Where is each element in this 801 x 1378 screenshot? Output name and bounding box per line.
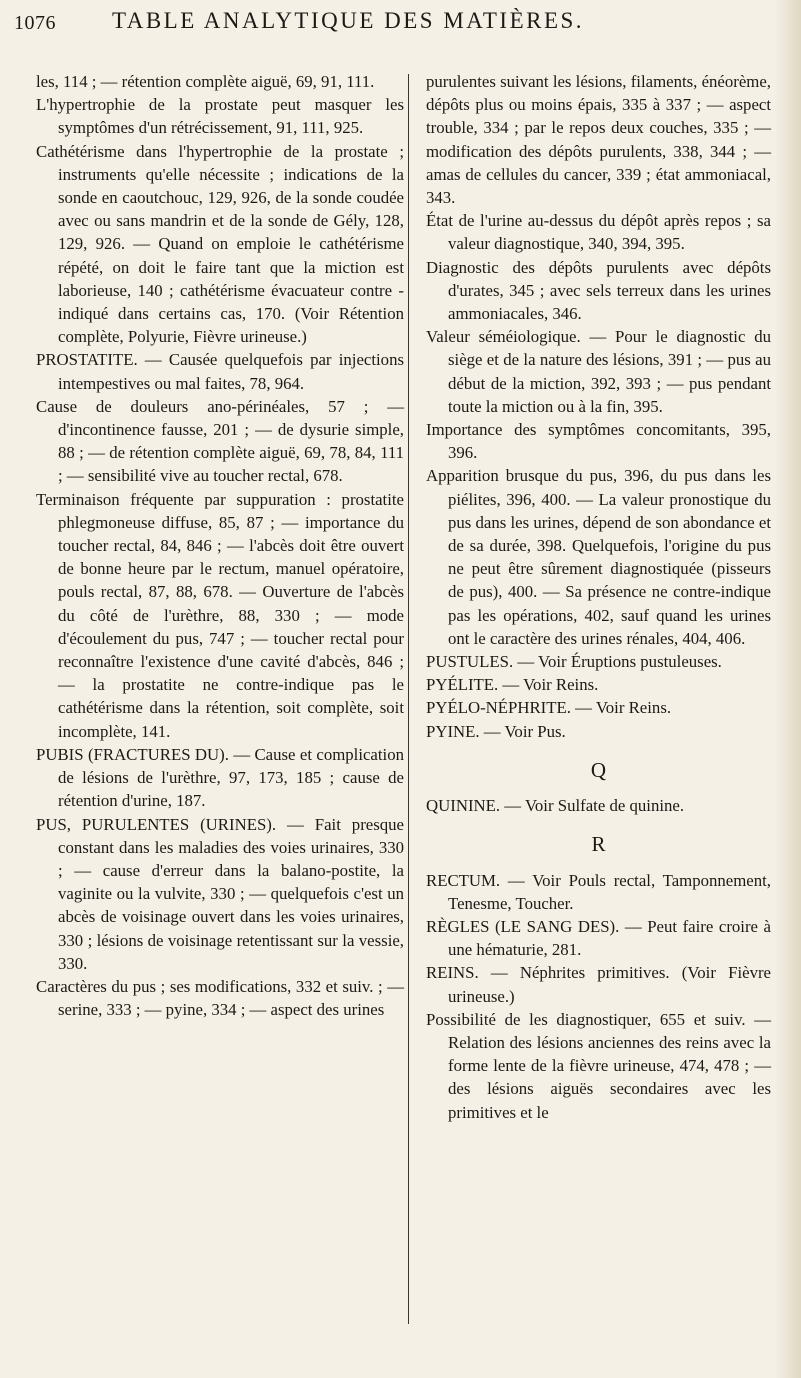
index-entry-reins: REINS. — Néphrites primitives. (Voir Fièvre urineuse.): [426, 963, 771, 1006]
entry-text: les, 114 ; — rétention complète aiguë, 69, 91, 111.: [36, 72, 375, 91]
index-entry-pyine: PYINE. — Voir Pus.: [426, 721, 566, 741]
entry-text: Terminaison fréquente par suppuration : prostatite phlegmoneuse diffuse, 85, 87 ; — importance du toucher rectal, 84, 846 ; — l'abcès doit être ouvert de bonne heure par le rectum, manuel opératoire, pouls rectal, 87, 88, 678. — Ouverture de l'abcès du côté de l'urèthre, 88, 330 ; — mode d'écoulement du pus, 747 ; — toucher rectal pour reconnaître l'existence d'une cavité d'abcès, 846 ; — la prostatite ne contre-indique pas le cathétérisme dans la rétention, soit complète, soit incomplète, 141.: [36, 489, 404, 741]
entry-text: Diagnostic des dépôts purulents avec dépôts d'urates, 345 ; avec sels terreux dans les urines ammoniacales, 346.: [426, 257, 771, 324]
index-entry-quinine: QUININE. — Voir Sulfate de quinine.: [426, 796, 685, 816]
index-entry-pus: PUS, PURULENTES (URINES). — Fait presque constant dans les maladies des voies urinaires, 330 ; — cause d'erreur dans la balano-postite, la vaginite ou la vulvite, 330 ; — quelquefois c'est un abcès de voisinage ouvert dans les voies urinaires, 330 ; lésions de voisinage retentissant sur la vessie, 330.: [36, 814, 404, 973]
entry-text: Apparition brusque du pus, 396, du pus dans les piélites, 396, 400. — La valeur pronostique du pus dans les urines, dépend de son abondance et de sa durée, 398. Quelquefois, l'origine du pus ne peut être sûrement diagnostiquée (pisseurs de pus), 400. — Sa présence ne contre-indique pas les opérations, 402, sauf quand les urines ont le caractère des urines rénales, 404, 406.: [426, 466, 771, 648]
entry-text: Cathétérisme dans l'hypertrophie de la prostate ; instruments qu'elle nécessite ; indications de la sonde en caoutchouc, 129, 926, de la sonde coudée avec ou sans mandrin et de la sonde de Gély, 128, 129, 926. — Quand on emploie le cathétérisme répété, on doit le faire tant que la miction est laborieuse, 140 ; cathétérisme évacuateur contre - indiqué dans certains cas, 170. (Voir Rétention complète, Polyurie, Fièvre urineuse.): [36, 141, 404, 347]
section-letter-q: Q: [590, 757, 607, 782]
index-entry-prostatite: PROSTATITE. — Causée quelquefois par injections intempestives ou mal faites, 78, 964.: [36, 350, 404, 393]
column-divider: [408, 74, 409, 1324]
entry-text: Caractères du pus ; ses modifications, 332 et suiv. ; — serine, 333 ; — pyine, 334 ; — aspect des urines: [36, 976, 404, 1020]
index-entry-pyelite: PYÉLITE. — Voir Reins.: [426, 675, 599, 695]
entry-text: purulentes suivant les lésions, filaments, énéorème, dépôts plus ou moins épais, 335 à 337 ; — aspect trouble, 334 ; par le repos deux couches, 335 ; — modification des dépôts purulents, 338, 344 ; — amas de cellules du cancer, 339 ; état ammoniacal, 343.: [426, 72, 771, 208]
index-entry-pubis: PUBIS (FRACTURES DU). — Cause et complication de lésions de l'urèthre, 97, 173, 185 ; cause de rétention d'urine, 187.: [36, 744, 404, 811]
entry-text: Possibilité de les diagnostiquer, 655 et suiv. — Relation des lésions anciennes des reins avec la forme lente de la fièvre urineuse, 474, 478 ; — des lésions aiguës secondaires avec les primitives et le: [426, 1009, 771, 1122]
entry-text: L'hypertrophie de la prostate peut masquer les symptômes d'un rétrécissement, 91, 111, 925.: [36, 95, 404, 138]
right-column: [426, 70, 771, 1124]
index-entry-rectum: RECTUM. — Voir Pouls rectal, Tamponnement, Tenesme, Toucher.: [426, 870, 771, 913]
section-letter-r: R: [591, 832, 606, 857]
entry-text: Cause de douleurs ano-périnéales, 57 ; — d'incontinence fausse, 201 ; — de dysurie simple, 88 ; — de rétention complète aiguë, 69, 78, 84, 111 ; — sensibilité vive au toucher rectal, 678.: [36, 396, 404, 486]
left-column: [36, 70, 404, 1021]
index-entry-pustules: PUSTULES. — Voir Éruptions pustuleuses.: [426, 652, 722, 672]
running-title: TABLE ANALYTIQUE DES MATIÈRES.: [112, 8, 585, 33]
entry-text: État de l'urine au-dessus du dépôt après repos ; sa valeur diagnostique, 340, 394, 395.: [426, 211, 771, 254]
index-entry-regles: RÈGLES (LE SANG DES). — Peut faire croire à une hématurie, 281.: [426, 916, 771, 960]
entry-text: Importance des symptômes concomitants, 395, 396.: [426, 420, 771, 463]
page-edge-shadow: [775, 0, 801, 1378]
index-entry-pyelo-nephrite: PYÉLO-NÉPHRITE. — Voir Reins.: [426, 698, 672, 718]
entry-text: Valeur séméiologique. — Pour le diagnostic du siège et de la nature des lésions, 391 ; — pus au début de la miction, 392, 393 ; — pus pendant toute la miction ou à la fin, 395.: [426, 327, 771, 416]
page-number: 1076: [14, 12, 56, 34]
